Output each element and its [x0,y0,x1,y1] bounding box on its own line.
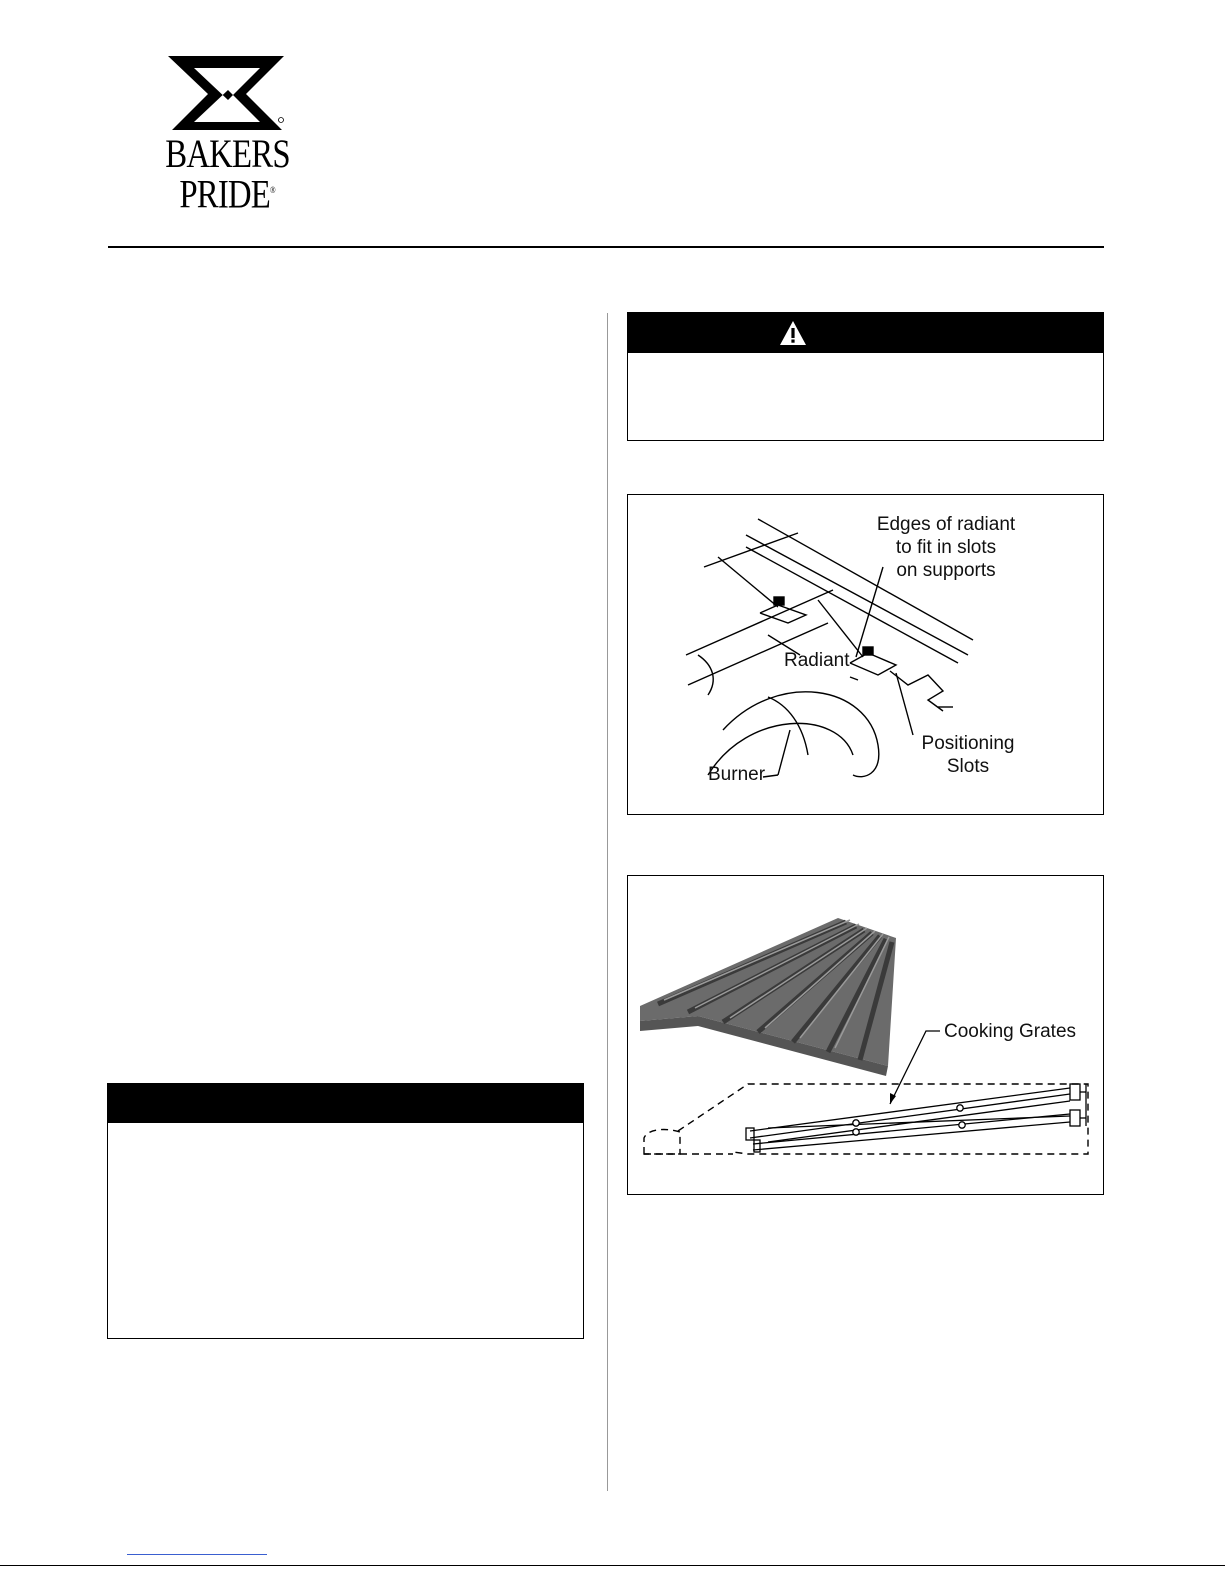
radiant-burner-diagram [628,495,1102,813]
notice-box-header [108,1084,583,1123]
header-rule [108,246,1104,248]
label-positioning-line2: Slots [946,756,990,777]
label-positioning-line1: Positioning [921,733,1015,754]
label-burner: Burner [708,764,766,785]
label-cooking-grates: Cooking Grates [944,1021,1077,1042]
warning-triangle-icon [778,319,808,347]
logo-text-pride [164,170,291,217]
label-edges-radiant [876,513,1016,582]
radiant-figure [627,494,1104,815]
cooking-grates-figure [627,875,1104,1195]
label-edges-line1: Edges of radiant [876,514,1016,535]
column-divider [607,313,608,1491]
logo-word-pride: PRIDE [179,171,271,217]
logo-mark-icon [150,50,305,130]
label-radiant: Radiant [784,650,850,671]
label-positioning-slots [913,732,1023,778]
label-edges-line3: on supports [896,560,996,581]
logo-text-bakers [164,131,291,176]
warning-box-header [628,313,1103,353]
footer-link-underline[interactable] [127,1554,267,1555]
registered-mark: ® [270,185,276,195]
logo-word-bakers: BAKERS [165,131,290,176]
bakers-pride-logo [150,50,305,215]
label-edges-line2: to fit in slots [895,537,997,558]
warning-box [627,312,1104,441]
notice-box [107,1083,584,1339]
footer-rule [0,1565,1225,1566]
